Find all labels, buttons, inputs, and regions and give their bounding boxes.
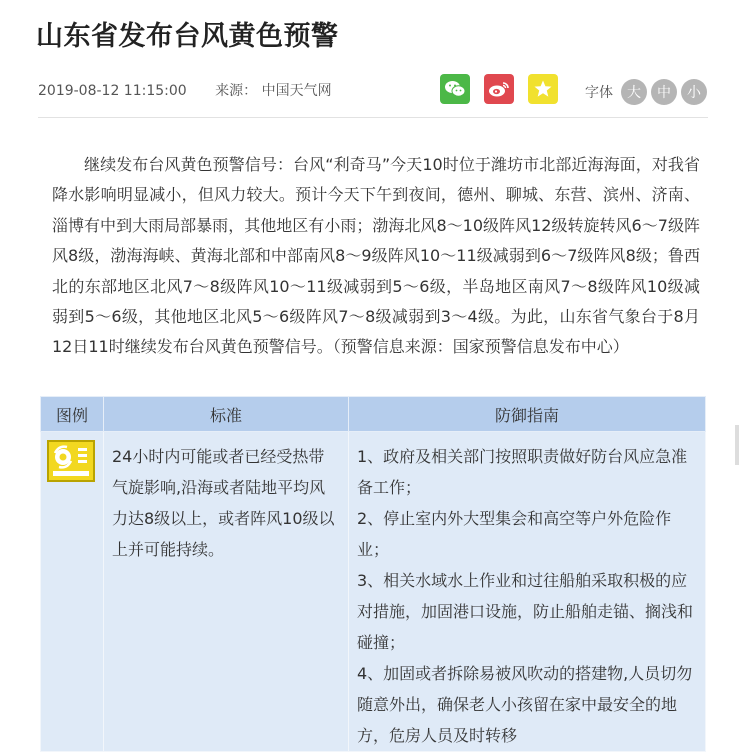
- table-header-row: [41, 397, 706, 432]
- font-size-large-button[interactable]: 大: [621, 79, 647, 105]
- standard-cell: 24小时内可能或者已经受热带气旋影响,沿海或者陆地平均风力达8级以上，或者阵风10级以上并可能持续。: [104, 432, 349, 752]
- wechat-icon: [444, 80, 466, 98]
- article-title: 山东省发布台风黄色预警: [36, 21, 339, 52]
- scrollbar[interactable]: [735, 425, 739, 465]
- guide-item: 4、加固或者拆除易被风吹动的搭建物,人员切勿随意外出，确保老人小孩留在家中最安全的地方，危房人员及时转移: [357, 664, 693, 745]
- favorite-button[interactable]: [528, 74, 558, 104]
- font-size-medium-button[interactable]: 中: [651, 79, 677, 105]
- article-body: 继续发布台风黄色预警信号：台风“利奇马”今天10时位于潍坊市北部近海海面，对我省降水影响明显减小，但风力较大。预计今天下午到夜间，德州、聊城、东营、滨州、济南、淄博有中到大雨局部暴雨，其他地区有小雨；渤海北风8～10级阵风12级转旋转风6～7级阵风8级，渤海海峡、黄海北部和中部南风8～9级阵风10～11级减弱到6～7级阵风8级；鲁西北的东部地区北风7～8级阵风10～11级减弱到5～6级，半岛地区南风7～8级阵风10级减弱到5～6级，其他地区北风5～6级阵风7～8级减弱到3～4级。为此，山东省气象台于8月12日11时继续发布台风黄色预警信号。（预警信息来源：国家预警信息发布中心）: [52, 155, 700, 357]
- share-weibo-button[interactable]: [484, 74, 514, 104]
- header-guide: 防御指南: [349, 397, 706, 432]
- weibo-icon: [488, 80, 510, 98]
- star-icon: [533, 79, 553, 99]
- guide-item: 1、政府及相关部门按照职责做好防台风应急准备工作；: [357, 447, 688, 497]
- font-size-small-button[interactable]: 小: [681, 79, 707, 105]
- article-meta: [38, 80, 356, 100]
- share-bar: [440, 74, 558, 104]
- guide-item: 2、停止室内外大型集会和高空等户外危险作业；: [357, 509, 672, 559]
- guide-item: 3、相关水域水上作业和过往船舶采取积极的应对措施，加固港口设施，防止船舶走锚、搁浅和碰撞；: [357, 571, 694, 652]
- font-size-selector: [585, 79, 707, 105]
- typhoon-yellow-warning-icon: [47, 440, 95, 482]
- warning-table: [40, 396, 706, 752]
- header-divider: [38, 117, 708, 118]
- table-row: [41, 432, 706, 752]
- font-size-label: 字体: [585, 85, 613, 101]
- article-source: 来源： 中国天气网: [215, 83, 332, 99]
- header-standard: 标准: [104, 397, 349, 432]
- header-legend: 图例: [41, 397, 104, 432]
- share-wechat-button[interactable]: [440, 74, 470, 104]
- guide-cell: [349, 432, 706, 752]
- publish-datetime: 2019-08-12 11:15:00: [38, 83, 187, 99]
- legend-cell: [41, 432, 104, 752]
